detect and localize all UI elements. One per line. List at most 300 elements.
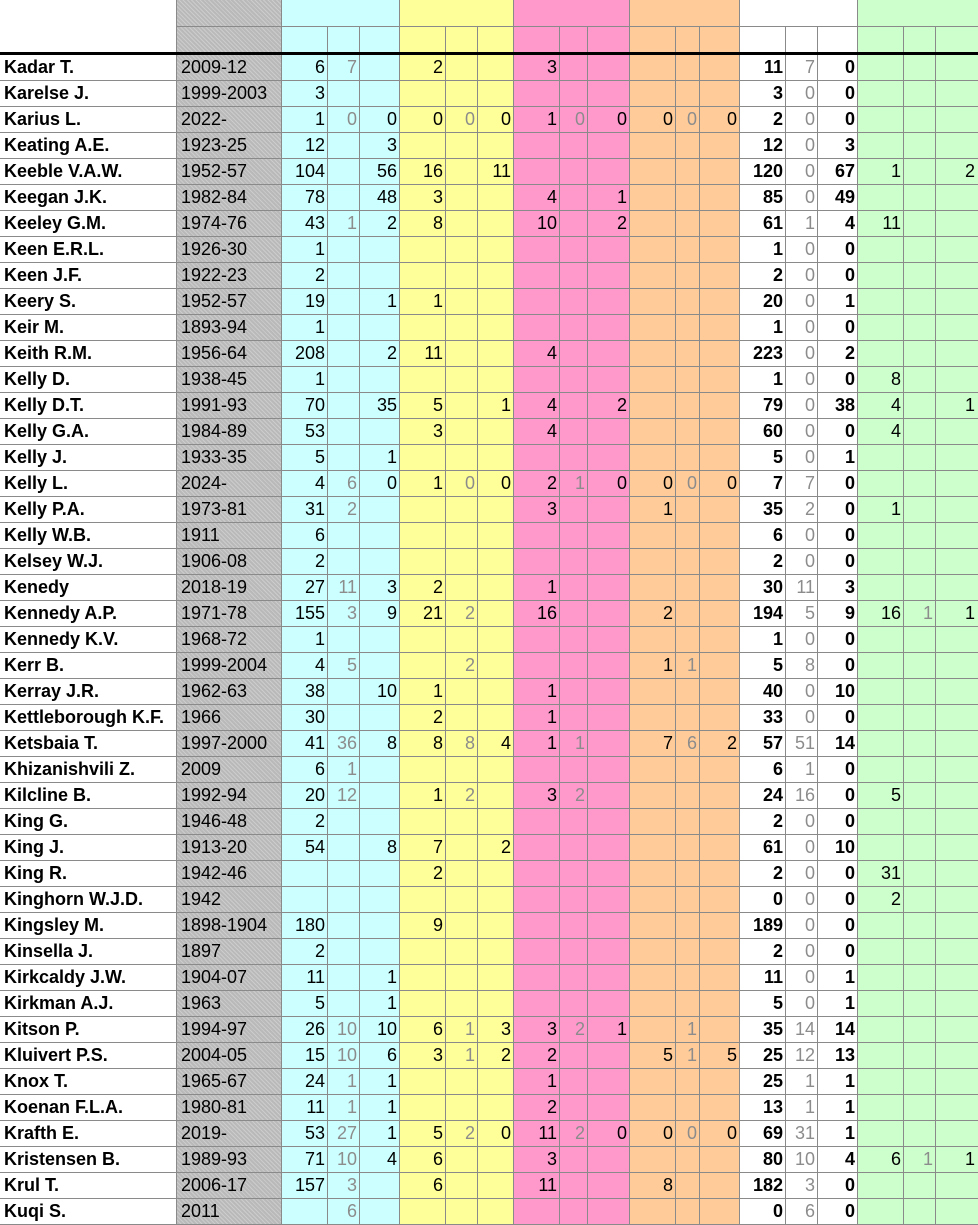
others-sub-cell xyxy=(904,133,936,159)
player-name-cell: Keir M. xyxy=(4,317,65,337)
league-cup-gls-cell xyxy=(588,757,630,783)
total-app-cell: 25 xyxy=(762,1071,783,1091)
total-gls-cell: 1 xyxy=(844,993,855,1013)
league-gls-cell: 48 xyxy=(376,187,397,207)
europe-app-cell: 0 xyxy=(662,473,673,493)
others-sub-cell xyxy=(904,991,936,1017)
fa-cup-sub-cell xyxy=(446,81,478,107)
others-sub-cell xyxy=(904,419,936,445)
league-cup-app-cell: 4 xyxy=(546,187,557,207)
fa-cup-app-cell xyxy=(400,809,446,835)
league-cup-sub-cell xyxy=(560,159,588,185)
total-sub-cell: 0 xyxy=(804,629,815,649)
fa-cup-gls-cell: 2 xyxy=(500,1045,511,1065)
league-cup-gls-cell: 0 xyxy=(616,1123,627,1143)
player-name-cell: Knox T. xyxy=(4,1071,69,1091)
league-app-cell: 41 xyxy=(304,733,325,753)
league-cup-gls-cell xyxy=(588,731,630,757)
league-cup-sub-cell xyxy=(560,679,588,705)
league-sub-cell: 3 xyxy=(346,603,357,623)
league-gls-cell: 6 xyxy=(386,1045,397,1065)
total-app-cell: 20 xyxy=(762,291,783,311)
league-cup-app-cell: 16 xyxy=(536,603,557,623)
fa-cup-sub-cell xyxy=(446,55,478,81)
subheader-sub xyxy=(328,27,360,53)
fa-cup-gls-cell xyxy=(478,705,514,731)
fa-cup-gls-cell xyxy=(478,757,514,783)
player-column-header xyxy=(0,27,177,53)
europe-app-cell xyxy=(630,315,676,341)
others-gls-cell xyxy=(936,913,978,939)
fa-cup-gls-cell xyxy=(478,81,514,107)
league-cup-app-cell: 11 xyxy=(538,1123,557,1143)
league-gls-cell: 0 xyxy=(386,473,397,493)
europe-sub-cell xyxy=(676,341,700,367)
league-gls-cell xyxy=(360,523,400,549)
league-app-cell: 31 xyxy=(304,499,325,519)
europe-sub-cell xyxy=(676,887,700,913)
europe-gls-cell xyxy=(700,393,740,419)
played-years-cell: 1980-81 xyxy=(181,1097,248,1117)
others-gls-cell xyxy=(936,81,978,107)
europe-sub-cell xyxy=(676,159,700,185)
fa-cup-app-cell: 2 xyxy=(432,577,443,597)
europe-sub-cell xyxy=(676,263,700,289)
europe-gls-cell: 5 xyxy=(726,1045,737,1065)
europe-sub-cell: 0 xyxy=(686,109,697,129)
player-name-cell: Kelly D.T. xyxy=(4,395,85,415)
europe-sub-cell xyxy=(676,627,700,653)
fa-cup-app-cell xyxy=(400,887,446,913)
player-name-cell: Ketsbaia T. xyxy=(4,733,99,753)
europe-app-cell xyxy=(630,341,676,367)
played-years-cell: 1997-2000 xyxy=(181,733,268,753)
fa-cup-gls-cell xyxy=(478,549,514,575)
others-app-cell xyxy=(858,1095,904,1121)
fa-cup-sub-cell xyxy=(446,549,478,575)
league-sub-cell xyxy=(328,81,360,107)
fa-cup-app-cell xyxy=(400,133,446,159)
others-gls-cell xyxy=(936,237,978,263)
others-gls-cell xyxy=(936,341,978,367)
europe-sub-cell xyxy=(676,81,700,107)
total-app-cell: 85 xyxy=(762,187,783,207)
fa-cup-gls-cell xyxy=(478,289,514,315)
league-gls-cell xyxy=(360,237,400,263)
total-app-cell: 2 xyxy=(772,551,783,571)
fa_cup-header xyxy=(400,0,514,26)
league-gls-cell: 1 xyxy=(386,993,397,1013)
europe-gls-cell xyxy=(700,263,740,289)
fa-cup-app-cell: 1 xyxy=(432,785,443,805)
total-gls-cell: 0 xyxy=(844,551,855,571)
others-app-cell xyxy=(858,705,904,731)
fa-cup-gls-cell xyxy=(478,1095,514,1121)
league-app-cell: 24 xyxy=(304,1071,325,1091)
fa-cup-app-cell: 3 xyxy=(432,1045,443,1065)
others-app-cell xyxy=(858,315,904,341)
played-years-cell: 1926-30 xyxy=(181,239,248,259)
total-sub-cell: 1 xyxy=(804,1097,815,1117)
fa-cup-app-cell: 7 xyxy=(432,837,443,857)
europe-sub-cell xyxy=(676,289,700,315)
europe-gls-cell xyxy=(700,445,740,471)
others-sub-cell xyxy=(904,627,936,653)
others-gls-cell xyxy=(936,679,978,705)
total-gls-cell: 0 xyxy=(844,317,855,337)
fa-cup-sub-cell xyxy=(446,991,478,1017)
others-sub-cell xyxy=(904,653,936,679)
league-app-cell: 4 xyxy=(314,473,325,493)
league-app-cell: 3 xyxy=(314,83,325,103)
league-gls-cell xyxy=(360,757,400,783)
europe-gls-cell: 0 xyxy=(726,473,737,493)
league-sub-cell xyxy=(328,835,360,861)
europe-sub-cell: 1 xyxy=(686,1045,697,1065)
league-cup-sub-cell xyxy=(560,939,588,965)
total-app-cell: 2 xyxy=(772,941,783,961)
fa-cup-app-cell xyxy=(400,757,446,783)
league-app-cell: 2 xyxy=(314,265,325,285)
europe-gls-cell xyxy=(700,185,740,211)
europe-gls-cell xyxy=(700,887,740,913)
league-app-cell: 4 xyxy=(314,655,325,675)
others-gls-cell xyxy=(936,185,978,211)
total-app-cell: 35 xyxy=(762,1019,783,1039)
played-years-cell: 2009-12 xyxy=(181,57,248,77)
total-gls-cell: 0 xyxy=(844,629,855,649)
league-sub-cell xyxy=(328,523,360,549)
player-name-cell: Kluivert P.S. xyxy=(4,1045,108,1065)
league-cup-sub-cell xyxy=(560,913,588,939)
europe-gls-cell xyxy=(700,835,740,861)
others-sub-cell xyxy=(904,809,936,835)
played-years-cell: 1984-89 xyxy=(181,421,248,441)
europe-sub-cell xyxy=(676,445,700,471)
league-cup-sub-cell xyxy=(560,445,588,471)
total-app-cell: 61 xyxy=(762,213,783,233)
league-cup-gls-cell xyxy=(588,133,630,159)
others-sub-cell xyxy=(904,1173,936,1199)
fa-cup-app-cell: 5 xyxy=(432,1123,443,1143)
europe-gls-cell xyxy=(700,601,740,627)
europe-gls-cell xyxy=(700,315,740,341)
fa-cup-app-cell: 11 xyxy=(424,343,443,363)
total-app-cell: 25 xyxy=(762,1045,783,1065)
league-gls-cell: 2 xyxy=(386,213,397,233)
played-years-cell: 1923-25 xyxy=(181,135,248,155)
league-cup-sub-cell xyxy=(560,835,588,861)
league-gls-cell xyxy=(360,939,400,965)
fa-cup-gls-cell xyxy=(478,575,514,601)
player-name-cell: Kilcline B. xyxy=(4,785,92,805)
total-app-cell: 5 xyxy=(772,447,783,467)
europe-gls-cell xyxy=(700,1199,740,1225)
league-cup-sub-cell xyxy=(560,1043,588,1069)
europe-gls-cell xyxy=(700,211,740,237)
total-gls-cell: 0 xyxy=(844,57,855,77)
league-cup-gls-cell xyxy=(588,809,630,835)
league-app-cell: 19 xyxy=(304,291,325,311)
europe-gls-cell xyxy=(700,705,740,731)
others-gls-cell: 1 xyxy=(964,395,975,415)
league-cup-app-cell xyxy=(514,1199,560,1225)
fa-cup-sub-cell xyxy=(446,367,478,393)
others-app-cell: 6 xyxy=(890,1149,901,1169)
league-cup-app-cell xyxy=(514,263,560,289)
league-cup-sub-cell xyxy=(560,1199,588,1225)
total-gls-cell: 1 xyxy=(844,1123,855,1143)
total-gls-cell: 67 xyxy=(834,161,855,181)
europe-app-cell xyxy=(630,1147,676,1173)
subheader-app xyxy=(858,27,904,53)
others-app-cell xyxy=(858,1017,904,1043)
others-app-cell: 4 xyxy=(890,421,901,441)
europe-app-cell: 1 xyxy=(662,655,673,675)
league-cup-gls-cell: 1 xyxy=(616,187,627,207)
fa-cup-gls-cell xyxy=(478,809,514,835)
total-app-cell: 57 xyxy=(762,733,783,753)
total-gls-cell: 0 xyxy=(844,473,855,493)
fa-cup-gls-cell: 11 xyxy=(492,161,511,181)
league-cup-sub-cell: 2 xyxy=(574,785,585,805)
league-app-cell xyxy=(282,887,328,913)
europe-app-cell xyxy=(630,887,676,913)
fa-cup-gls-cell: 2 xyxy=(500,837,511,857)
others-app-cell xyxy=(858,1069,904,1095)
league-gls-cell: 1 xyxy=(386,1071,397,1091)
others-app-cell xyxy=(858,653,904,679)
played-years-cell: 1956-64 xyxy=(181,343,248,363)
europe-gls-cell xyxy=(700,913,740,939)
league-cup-gls-cell xyxy=(588,1069,630,1095)
fa-cup-app-cell: 9 xyxy=(432,915,443,935)
others-app-cell xyxy=(858,289,904,315)
league-sub-cell xyxy=(328,445,360,471)
others-sub-cell xyxy=(904,315,936,341)
others-app-cell xyxy=(858,1121,904,1147)
league-app-cell: 70 xyxy=(304,395,325,415)
fa-cup-sub-cell xyxy=(446,939,478,965)
league-cup-sub-cell xyxy=(560,497,588,523)
europe-sub-cell: 6 xyxy=(686,733,697,753)
league-cup-sub-cell: 1 xyxy=(574,733,585,753)
fa-cup-gls-cell: 4 xyxy=(500,733,511,753)
played-years-cell: 1982-84 xyxy=(181,187,248,207)
total-gls-cell: 0 xyxy=(844,655,855,675)
total-gls-cell: 0 xyxy=(844,889,855,909)
fa-cup-gls-cell xyxy=(478,445,514,471)
europe-sub-cell xyxy=(676,679,700,705)
league-cup-sub-cell xyxy=(560,1147,588,1173)
total-sub-cell: 51 xyxy=(794,733,815,753)
total-gls-cell: 0 xyxy=(844,83,855,103)
fa-cup-gls-cell xyxy=(478,263,514,289)
league-app-cell: 20 xyxy=(304,785,325,805)
europe-sub-cell xyxy=(676,835,700,861)
fa-cup-app-cell: 6 xyxy=(432,1019,443,1039)
total-app-cell: 35 xyxy=(762,499,783,519)
fa-cup-app-cell xyxy=(400,965,446,991)
league-cup-sub-cell: 1 xyxy=(574,473,585,493)
league-cup-gls-cell xyxy=(588,835,630,861)
total-app-cell: 60 xyxy=(762,421,783,441)
total-app-cell: 12 xyxy=(762,135,783,155)
league-cup-app-cell xyxy=(514,289,560,315)
league-cup-gls-cell xyxy=(588,991,630,1017)
league-cup-gls-cell xyxy=(588,1147,630,1173)
league-app-cell: 1 xyxy=(314,317,325,337)
others-sub-cell: 1 xyxy=(922,603,933,623)
total-sub-cell: 0 xyxy=(804,239,815,259)
league-cup-gls-cell xyxy=(588,705,630,731)
fa-cup-app-cell xyxy=(400,653,446,679)
europe-app-cell xyxy=(630,185,676,211)
europe-app-cell xyxy=(630,575,676,601)
fa-cup-gls-cell xyxy=(478,341,514,367)
europe-gls-cell xyxy=(700,289,740,315)
league-cup-gls-cell xyxy=(588,81,630,107)
total-gls-cell: 1 xyxy=(844,291,855,311)
others-sub-cell xyxy=(904,679,936,705)
fa-cup-sub-cell xyxy=(446,757,478,783)
europe-gls-cell xyxy=(700,1017,740,1043)
league-cup-sub-cell xyxy=(560,887,588,913)
europe-app-cell xyxy=(630,55,676,81)
played-years-cell: 1897 xyxy=(181,941,222,961)
played-years-cell: 1973-81 xyxy=(181,499,248,519)
others-gls-cell xyxy=(936,887,978,913)
others-app-cell xyxy=(858,965,904,991)
europe-sub-cell xyxy=(676,783,700,809)
fa-cup-gls-cell xyxy=(478,133,514,159)
league-cup-app-cell xyxy=(514,809,560,835)
league-gls-cell: 3 xyxy=(386,135,397,155)
league-gls-cell xyxy=(360,809,400,835)
others-sub-cell xyxy=(904,523,936,549)
total-sub-cell: 0 xyxy=(804,421,815,441)
total-sub-cell: 0 xyxy=(804,161,815,181)
europe-app-cell xyxy=(630,393,676,419)
europe-gls-cell xyxy=(700,133,740,159)
fa-cup-sub-cell xyxy=(446,523,478,549)
league-app-cell: 5 xyxy=(314,993,325,1013)
fa-cup-sub-cell xyxy=(446,393,478,419)
fa-cup-gls-cell: 3 xyxy=(500,1019,511,1039)
others-sub-cell xyxy=(904,341,936,367)
played-years-cell: 1999-2004 xyxy=(181,655,268,675)
europe-app-cell xyxy=(630,679,676,705)
europe-app-cell xyxy=(630,627,676,653)
fa-cup-sub-cell xyxy=(446,913,478,939)
league-sub-cell xyxy=(328,627,360,653)
total-gls-cell: 0 xyxy=(844,499,855,519)
total-gls-cell: 0 xyxy=(844,1175,855,1195)
others-sub-cell xyxy=(904,705,936,731)
league-cup-sub-cell xyxy=(560,393,588,419)
europe-app-cell xyxy=(630,549,676,575)
others-gls-cell xyxy=(936,263,978,289)
league-gls-cell: 1 xyxy=(386,447,397,467)
league-sub-cell: 0 xyxy=(346,109,357,129)
total-gls-cell: 4 xyxy=(844,213,855,233)
played-years-cell: 1913-20 xyxy=(181,837,248,857)
league-app-cell: 43 xyxy=(304,213,325,233)
league-cup-gls-cell xyxy=(588,627,630,653)
league-cup-gls-cell xyxy=(588,445,630,471)
league-gls-cell xyxy=(360,783,400,809)
total-sub-cell: 0 xyxy=(804,525,815,545)
league-sub-cell: 7 xyxy=(346,57,357,77)
others-app-cell: 8 xyxy=(890,369,901,389)
league-cup-gls-cell xyxy=(588,601,630,627)
others-app-cell: 11 xyxy=(882,213,901,233)
others-header xyxy=(858,0,978,26)
league-app-cell: 180 xyxy=(294,915,325,935)
total-sub-cell: 11 xyxy=(796,577,815,597)
total-sub-cell: 0 xyxy=(804,707,815,727)
others-sub-cell xyxy=(904,549,936,575)
league-sub-cell: 3 xyxy=(346,1175,357,1195)
league-cup-app-cell: 3 xyxy=(546,785,557,805)
fa-cup-sub-cell xyxy=(446,1069,478,1095)
subheader-gls xyxy=(700,27,740,53)
europe-app-cell: 7 xyxy=(662,733,673,753)
fa-cup-gls-cell xyxy=(478,497,514,523)
played-years-cell: 1906-08 xyxy=(181,551,248,571)
europe-sub-cell xyxy=(676,185,700,211)
league-cup-app-cell xyxy=(514,549,560,575)
league-cup-gls-cell xyxy=(588,1043,630,1069)
total-app-cell: 1 xyxy=(772,369,783,389)
others-gls-cell xyxy=(936,705,978,731)
player-name-cell: Koenan F.L.A. xyxy=(4,1097,124,1117)
europe-header xyxy=(630,0,740,26)
total-sub-cell: 0 xyxy=(804,83,815,103)
played-years-cell: 1992-94 xyxy=(181,785,248,805)
others-app-cell xyxy=(858,809,904,835)
player-name-cell: Kelly J. xyxy=(4,447,68,467)
total-gls-cell: 14 xyxy=(834,733,855,753)
europe-app-cell: 0 xyxy=(662,1123,673,1143)
europe-sub-cell: 1 xyxy=(686,655,697,675)
others-gls-cell: 1 xyxy=(964,1149,975,1169)
europe-gls-cell xyxy=(700,991,740,1017)
played-years-cell: 1974-76 xyxy=(181,213,248,233)
player-name-cell: Krul T. xyxy=(4,1175,60,1195)
europe-app-cell xyxy=(630,783,676,809)
league-gls-cell xyxy=(360,549,400,575)
europe-sub-cell xyxy=(676,497,700,523)
fa-cup-app-cell xyxy=(400,315,446,341)
total-app-cell: 11 xyxy=(763,967,783,987)
league-cup-app-cell: 3 xyxy=(546,1019,557,1039)
europe-app-cell xyxy=(630,809,676,835)
league-cup-sub-cell xyxy=(560,549,588,575)
played-years-cell: 2006-17 xyxy=(181,1175,248,1195)
fa-cup-gls-cell xyxy=(478,1069,514,1095)
others-sub-cell: 1 xyxy=(922,1149,933,1169)
others-gls-cell xyxy=(936,1173,978,1199)
league-gls-cell: 1 xyxy=(386,1123,397,1143)
league-gls-cell xyxy=(360,55,400,81)
league-gls-cell: 8 xyxy=(386,837,397,857)
others-sub-cell xyxy=(904,913,936,939)
europe-gls-cell xyxy=(700,159,740,185)
league-gls-cell: 4 xyxy=(386,1149,397,1169)
fa-cup-sub-cell: 1 xyxy=(464,1019,475,1039)
played-years-cell: 1933-35 xyxy=(181,447,248,467)
